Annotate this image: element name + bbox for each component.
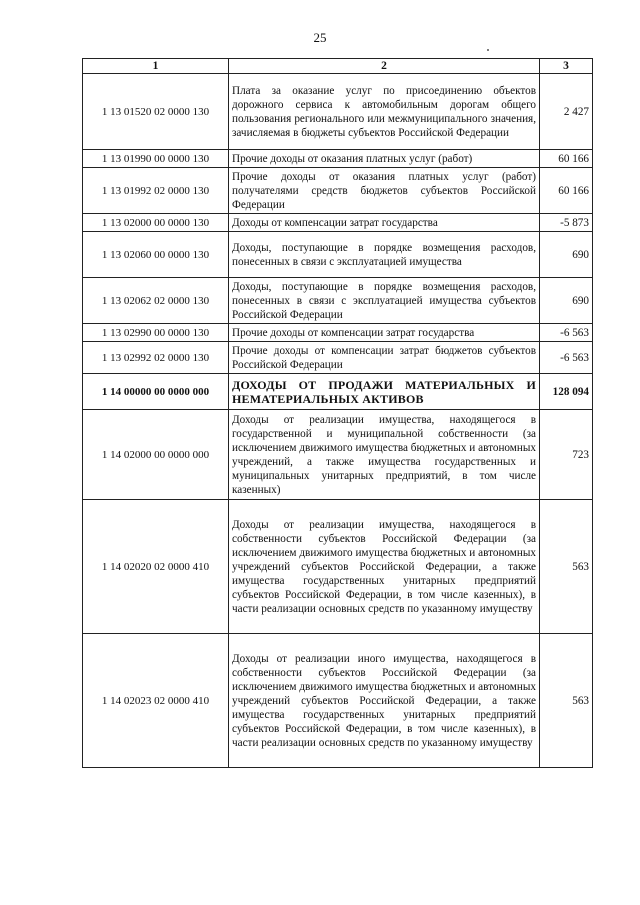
table-row (83, 150, 593, 168)
row-code: 1 13 02992 02 0000 130 (83, 342, 229, 374)
row-code: 1 13 01992 02 0000 130 (83, 168, 229, 214)
row-name: Прочие доходы от компенсации затрат бюджетов субъектов Российской Федерации (229, 342, 540, 374)
page-number: 25 (313, 30, 327, 45)
row-amount: -6 563 (540, 324, 593, 342)
table-row (83, 324, 593, 342)
revenue-table (82, 58, 593, 768)
row-amount: 60 166 (540, 168, 593, 214)
row-amount: -6 563 (540, 342, 593, 374)
row-name: ДОХОДЫ ОТ ПРОДАЖИ МАТЕРИАЛЬНЫХ И НЕМАТЕРИАЛЬНЫХ АКТИВОВ (229, 374, 540, 410)
table-row (83, 168, 593, 214)
row-name: Доходы от компенсации затрат государства (229, 214, 540, 232)
scan-speck (487, 49, 489, 51)
row-amount: 563 (540, 634, 593, 768)
row-code: 1 13 02000 00 0000 130 (83, 214, 229, 232)
row-amount: 563 (540, 500, 593, 634)
table-row (83, 500, 593, 634)
row-code: 1 13 02990 00 0000 130 (83, 324, 229, 342)
row-name: Прочие доходы от оказания платных услуг (работ) (229, 150, 540, 168)
row-code: 1 13 02062 02 0000 130 (83, 278, 229, 324)
row-amount: -5 873 (540, 214, 593, 232)
row-code: 1 13 01520 02 0000 130 (83, 74, 229, 150)
row-name: Плата за оказание услуг по присоединению объектов дорожного сервиса к автомобильным дорогам общего пользования регионального или межмуниципального значения, зачисляемая в бюджеты субъектов Российской Федерации (229, 74, 540, 150)
row-code: 1 14 02020 02 0000 410 (83, 500, 229, 634)
table-row (83, 634, 593, 768)
row-amount: 128 094 (540, 374, 593, 410)
table-row (83, 74, 593, 150)
column-header-amount: 3 (540, 59, 593, 74)
table-row (83, 278, 593, 324)
row-name: Прочие доходы от оказания платных услуг (работ) получателями средств бюджетов субъектов Российской Федерации (229, 168, 540, 214)
row-amount: 60 166 (540, 150, 593, 168)
row-amount: 690 (540, 232, 593, 278)
table-row (83, 232, 593, 278)
row-amount: 723 (540, 410, 593, 500)
row-name: Доходы, поступающие в порядке возмещения расходов, понесенных в связи с эксплуатацией имущества субъектов Российской Федерации (229, 278, 540, 324)
table-header-row (83, 59, 593, 74)
row-name: Доходы от реализации имущества, находящегося в собственности субъектов Российской Федерации (за исключением движимого имущества бюджетных и автономных учреждений субъектов Российской Федерации, а также имущества государственных унитарных предприятий субъектов Российской Федерации, в том числе казенных), в части реализации основных средств по указанному имуществу (229, 500, 540, 634)
table-row (83, 342, 593, 374)
column-header-code: 1 (83, 59, 229, 74)
row-code: 1 14 02000 00 0000 000 (83, 410, 229, 500)
row-amount: 690 (540, 278, 593, 324)
row-code: 1 13 01990 00 0000 130 (83, 150, 229, 168)
row-name: Прочие доходы от компенсации затрат государства (229, 324, 540, 342)
row-name: Доходы, поступающие в порядке возмещения расходов, понесенных в связи с эксплуатацией имущества (229, 232, 540, 278)
column-header-name: 2 (229, 59, 540, 74)
row-code: 1 14 00000 00 0000 000 (83, 374, 229, 410)
row-name: Доходы от реализации имущества, находящегося в государственной и муниципальной собственности (за исключением движимого имущества бюджетных и автономных учреждений, а также имущества государственных и муниципальных унитарных предприятий, в том числе казенных) (229, 410, 540, 500)
row-amount: 2 427 (540, 74, 593, 150)
row-name: Доходы от реализации иного имущества, находящегося в собственности субъектов Российской Федерации (за исключением движимого имущества бюджетных и автономных учреждений субъектов Российской Федерации, а также имущества государственных унитарных предприятий субъектов Российской Федерации, в том числе казенных), в части реализации основных средств по указанному имуществу (229, 634, 540, 768)
table-row (83, 214, 593, 232)
table-row-section (83, 374, 593, 410)
table-row (83, 410, 593, 500)
row-code: 1 13 02060 00 0000 130 (83, 232, 229, 278)
row-code: 1 14 02023 02 0000 410 (83, 634, 229, 768)
